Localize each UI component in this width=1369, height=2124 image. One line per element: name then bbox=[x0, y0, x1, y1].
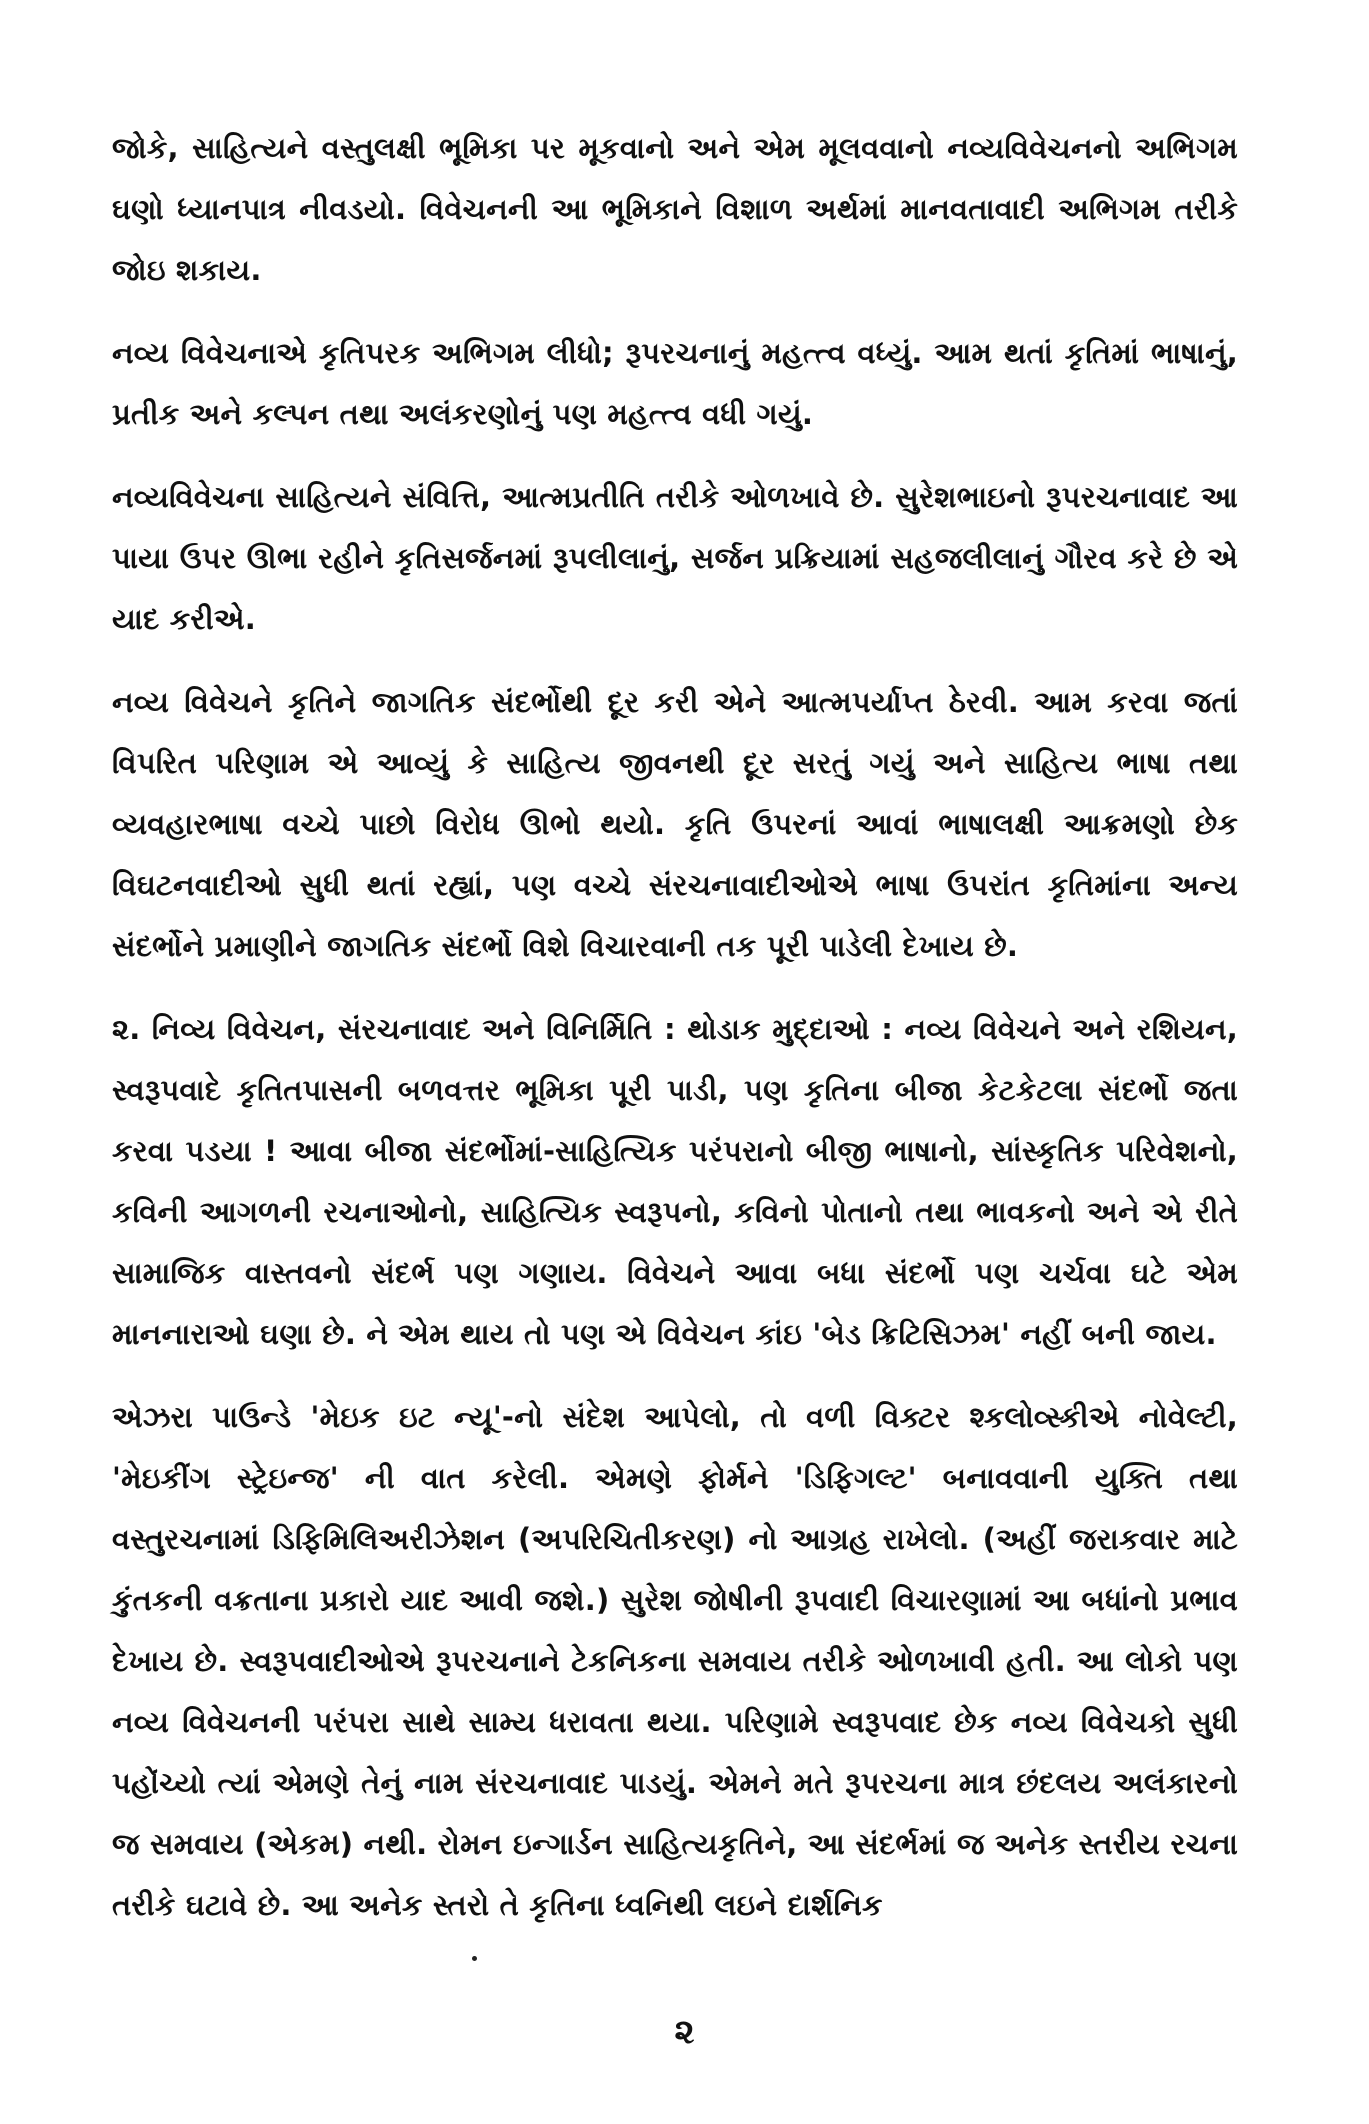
paragraph-2: નવ્ય વિવેચનાએ કૃતિપરક અભિગમ લીધો; રૂપરચનાનું મહત્ત્વ વધ્યું. આમ થતાં કૃતિમાં ભાષાનું, પ્રતીક અને કલ્પન તથા અલંકરણોનું પણ મહત્ત્વ વધી ગયું. bbox=[112, 336, 1238, 431]
paragraph-1: જોકે, સાહિત્યને વસ્તુલક્ષી ભૂમિકા પર મૂકવાનો અને એમ મૂલવવાનો નવ્યવિવેચનનો અભિગમ ઘણો ધ્યાનપાત્ર નીવડયો. વિવેચનની આ ભૂમિકાને વિશાળ અર્થમાં માનવતાવાદી અભિગમ તરીકે જોઇ શકાય. bbox=[112, 131, 1238, 287]
paragraph-last: એઝરા પાઉન્ડે 'મેઇક ઇટ ન્યૂ'-નો સંદેશ આપેલો, તો વળી વિક્ટર શ્કલોવ્સ્કીએ નોવેલ્ટી, 'મેઇકીંગ સ્ટ્રેઇન્જ' ની વાત કરેલી. એમણે ફોર્મને 'ડિફિગલ્ટ' બનાવવાની યુક્તિ તથા વસ્તુરચનામાં ડિફિમિલિઅરીઝેશન (અપરિચિતીકરણ) નો આગ્રહ રાખેલો. (અહીં જરાકવાર માટે કુંતકની વક્રતાના પ્રકારો યાદ આવી જશે.) સુરેશ જોષીની રૂપવાદી વિચારણામાં આ બધાંનો પ્રભાવ દેખાય છે. સ્વરૂપવાદીઓએ રૂપરચનાને ટેકનિકના સમવાય તરીકે ઓળખાવી હતી. આ લોકો પણ નવ્ય વિવેચનની પરંપરા સાથે સામ્ય ધરાવતા થયા. પરિણામે સ્વરૂપવાદ છેક નવ્ય વિવેચકો સુધી પહોંચ્યો ત્યાં એમણે તેનું નામ સંરચનાવાદ પાડયું. એમને મતે રૂપરચના માત્ર છંદલય અલંકારનો જ સમવાય (એકમ) નથી. રોમન ઇન્ગાર્ડન સાહિત્યકૃતિને, આ સંદર્ભમાં જ અનેક સ્તરીય રચના તરીકે ઘટાવે છે. આ અનેક સ્તરો તે કૃતિના ધ્વનિથી લઇને દાર્શનિક bbox=[112, 1400, 1238, 1922]
paragraph-3: નવ્યવિવેચના સાહિત્યને સંવિત્તિ, આત્મપ્રતીતિ તરીકે ઓળખાવે છે. સુરેશભાઇનો રૂપરચનાવાદ આ પાયા ઉપર ઊભા રહીને કૃતિસર્જનમાં રૂપલીલાનું, સર્જન પ્રક્રિયામાં સહજલીલાનું ગૌરવ કરે છે એ યાદ કરીએ. bbox=[112, 480, 1238, 636]
paragraph-4: નવ્ય વિવેચને કૃતિને જાગતિક સંદર્ભોથી દૂર કરી એને આત્મપર્યાપ્ત ઠેરવી. આમ કરવા જતાં વિપરિત પરિણામ એ આવ્યું કે સાહિત્ય જીવનથી દૂર સરતું ગયું અને સાહિત્ય ભાષા તથા વ્યવહારભાષા વચ્ચે પાછો વિરોધ ઊભો થયો. કૃતિ ઉપરનાં આવાં ભાષાલક્ષી આક્રમણો છેક વિઘટનવાદીઓ સુધી થતાં રહ્યાં, પણ વચ્ચે સંરચનાવાદીઓએ ભાષા ઉપરાંત કૃતિમાંના અન્ય સંદર્ભોને પ્રમાણીને જાગતિક સંદર્ભો વિશે વિચારવાની તક પૂરી પાડેલી દેખાય છે. bbox=[112, 685, 1238, 963]
stray-dot-mark bbox=[472, 1956, 477, 1961]
page-number: ૨ bbox=[674, 2012, 695, 2052]
section-heading: ૨. નિવ્ય વિવેચન, સંરચનાવાદ અને વિનિર્મિતિ : થોડાક મુદ્દાઓ : bbox=[112, 1012, 894, 1046]
section-body: નવ્ય વિવેચને અને રશિયન, સ્વરૂપવાદે કૃતિતપાસની બળવત્તર ભૂમિકા પૂરી પાડી, પણ કૃતિના બીજા કેટકેટલા સંદર્ભો જતા કરવા પડયા ! આવા બીજા સંદર્ભોમાં-સાહિત્યિક પરંપરાનો બીજી ભાષાનો, સાંસ્કૃતિક પરિવેશનો, કવિની આગળની રચનાઓનો, સાહિત્યિક સ્વરૂપનો, કવિનો પોતાનો તથા ભાવકનો અને એ રીતે સામાજિક વાસ્તવનો સંદર્ભ પણ ગણાય. વિવેચને આવા બધા સંદર્ભો પણ ચર્ચવા ઘટે એમ માનનારાઓ ઘણા છે. ને એમ થાય તો પણ એ વિવેચન કાંઇ 'બેડ ક્રિટિસિઝમ' નહીં બની જાય. bbox=[112, 1012, 1239, 1351]
section-2-paragraph bbox=[112, 999, 1238, 1365]
